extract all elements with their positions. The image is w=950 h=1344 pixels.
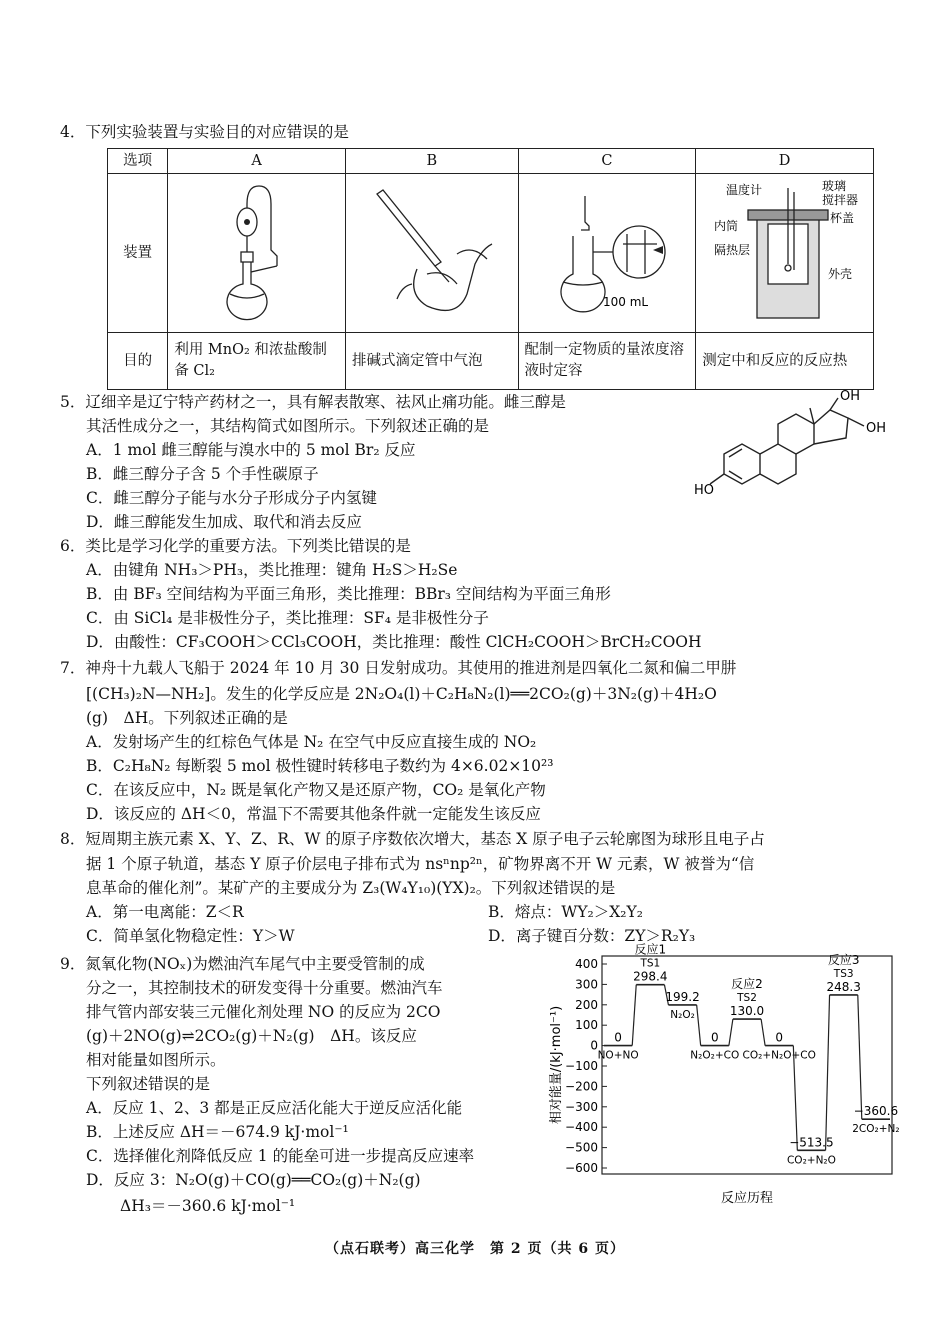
reaction-label: 反应3: [827, 952, 860, 967]
q9-option-b: B．上述反应 ΔH＝－674.9 kJ·mol⁻¹: [86, 1123, 349, 1141]
q4-header-d: D: [696, 149, 874, 174]
q4-device-label: 装置: [108, 174, 168, 333]
energy-value-label: −513.5: [789, 1135, 834, 1150]
q8-option-c: C．简单氢化物稳定性：Y＞W: [86, 927, 295, 945]
energy-value-label: 130.0: [729, 1004, 765, 1019]
q6-option-c: C．由 SiCl₄ 是非极性分子，类比推理：SF₄ 是非极性分子: [86, 609, 489, 627]
q8-stem-line1: 8．短周期主族元素 X、Y、Z、R、W 的原子序数依次增大，基态 X 原子电子云轮廓图为球形且电子占: [60, 830, 765, 848]
species-label: CO₂+N₂O+CO: [742, 1049, 816, 1062]
energy-profile-chart: [540, 942, 900, 1215]
species-label: N₂O₂+CO: [690, 1049, 740, 1062]
glass-label: 玻璃: [822, 179, 847, 193]
reaction-label: 反应1: [634, 942, 667, 957]
y-tick-label: −100: [565, 1059, 598, 1073]
q7-option-b: B．C₂H₈N₂ 每断裂 5 mol 极性键时转移电子数约为 4×6.02×10²³: [86, 757, 554, 775]
q5-stem-line1: 5．辽细辛是辽宁特产药材之一，具有解表散寒、祛风止痛功能。雌三醇是: [60, 393, 566, 411]
q4-header-a: A: [168, 149, 346, 174]
q9-stem-line6: 下列叙述错误的是: [86, 1075, 211, 1093]
q5-option-d: D．雌三醇能发生加成、取代和消去反应: [86, 513, 362, 531]
q4-device-row: [108, 174, 874, 333]
q8-option-d: D．离子键百分数：ZY＞R₂Y₃: [488, 927, 696, 945]
q5-option-c: C．雌三醇分子能与水分子形成分子内氢键: [86, 489, 377, 507]
q4-header-c: C: [518, 149, 696, 174]
q4-purpose-row: [108, 333, 874, 390]
chart-xlabel: 反应历程: [720, 1191, 774, 1206]
insulation-label: 隔热层: [714, 243, 751, 257]
level-connector: [826, 995, 830, 1150]
volumetric-flask-icon: [527, 174, 687, 324]
q9-stem-line4: (g)＋2NO(g)⇌2CO₂(g)＋N₂(g) ΔH。该反应: [86, 1027, 417, 1045]
q7-option-d: D．该反应的 ΔH＜0，常温下不需要其他条件就一定能发生该反应: [86, 805, 541, 823]
oh-label-top: OH: [840, 389, 861, 404]
level-connector: [729, 1019, 733, 1046]
y-tick-label: −500: [565, 1140, 598, 1155]
q7-stem-line3: (g) ΔH。下列叙述正确的是: [86, 709, 288, 727]
q4-purpose-label: 目的: [108, 333, 168, 390]
energy-value-label: 248.3: [826, 979, 861, 994]
energy-value-label: 0: [775, 1030, 784, 1045]
energy-value-label: 298.4: [633, 969, 668, 984]
y-tick-label: −200: [565, 1079, 598, 1094]
energy-value-label: 199.2: [665, 989, 700, 1004]
q6-option-b: B．由 BF₃ 空间结构为平面三角形，类比推理：BBr₃ 空间结构为平面三角形: [86, 585, 611, 603]
ho-label-left: HO: [694, 483, 715, 498]
lid-label: 杯盖: [830, 211, 855, 225]
q4-header-option: 选项: [108, 149, 168, 174]
q8-stem-line2: 据 1 个原子轨道，基态 Y 原子价层电子排布式为 nsⁿnp²ⁿ，矿物界离不开 W 元素，W 被誉为“信: [86, 855, 755, 873]
device-d-image: [696, 174, 874, 333]
y-tick-label: 400: [575, 957, 598, 971]
q9-option-a: A．反应 1、2、3 都是正反应活化能大于逆反应活化能: [86, 1099, 463, 1117]
q4-stem: 4．下列实验装置与实验目的对应错误的是: [60, 123, 349, 141]
q7-stem-line2: [(CH₃)₂N—NH₂]。发生的化学反应是 2N₂O₄(l)＋C₂H₈N₂(l)══2CO₂(g)＋3N₂(g)＋4H₂O: [86, 685, 717, 703]
species-label: CO₂+N₂O: [786, 1154, 836, 1167]
y-tick-label: −300: [565, 1099, 598, 1114]
burette-hand-icon: [357, 174, 507, 324]
chart-ylabel: 相对能量/(kJ·mol⁻¹): [549, 1005, 564, 1125]
energy-value-label: −360.6: [853, 1104, 899, 1119]
flask-volume-label: 100 mL: [602, 295, 648, 309]
q9-stem-line3: 排气管内部安装三元催化剂处理 NO 的反应为 2CO: [86, 1003, 441, 1021]
outer-shell-label: 外壳: [828, 267, 853, 281]
species-label: TS1: [640, 957, 661, 970]
y-tick-label: 300: [575, 977, 598, 992]
q8-option-b: B．熔点：WY₂＞X₂Y₂: [488, 903, 643, 921]
reaction-label: 反应2: [731, 977, 763, 992]
q4-table-header-row: [108, 149, 874, 174]
device-a-image: [168, 174, 346, 333]
q9-option-d-line2: ΔH₃＝－360.6 kJ·mol⁻¹: [120, 1197, 296, 1215]
q4-purpose-a: 利用 MnO₂ 和浓盐酸制备 Cl₂: [168, 333, 346, 390]
level-connector: [697, 1005, 701, 1046]
level-connector: [761, 1019, 765, 1046]
inner-cup-label: 内筒: [714, 219, 739, 233]
q4-table: [107, 148, 874, 390]
q9-stem-line2: 分之一，其控制技术的研发变得十分重要。燃油汽车: [86, 979, 443, 997]
species-label: N₂O₂: [670, 1008, 695, 1021]
q5-option-a: A．1 mol 雌三醇能与溴水中的 5 mol Br₂ 反应: [86, 441, 416, 459]
q4-header-b: B: [345, 149, 518, 174]
species-label: 2CO₂+N₂: [852, 1123, 900, 1136]
energy-value-label: 0: [614, 1030, 622, 1045]
y-tick-label: 200: [575, 997, 598, 1012]
y-tick-label: −600: [565, 1161, 598, 1175]
species-label: TS2: [737, 992, 757, 1005]
calorimeter-icon: [702, 174, 867, 324]
q4-purpose-c: 配制一定物质的量浓度溶液时定容: [518, 333, 696, 390]
cl2-generator-apparatus-icon: [177, 174, 337, 324]
energy-value-label: 0: [710, 1030, 719, 1045]
q9-stem-line5: 相对能量如图所示。: [86, 1051, 226, 1069]
q9-stem-line1: 9．氮氧化物(NOₓ)为燃油汽车尾气中主要受管制的成: [60, 955, 425, 973]
q5-option-b: B．雌三醇分子含 5 个手性碳原子: [86, 465, 319, 483]
q7-option-c: C．在该反应中，N₂ 既是氧化产物又是还原产物，CO₂ 是氧化产物: [86, 781, 546, 799]
q8-stem-line3: 息革命的催化剂”。某矿产的主要成分为 Z₃(W₄Y₁₀)(YX)₂。下列叙述错误的是: [86, 879, 616, 897]
species-label: NO+NO: [597, 1049, 639, 1062]
y-tick-label: 100: [575, 1018, 598, 1033]
device-b-image: [345, 174, 518, 333]
thermometer-label: 温度计: [726, 183, 763, 197]
q7-stem-line1: 7．神舟十九载人飞船于 2024 年 10 月 30 日发射成功。其使用的推进剂是四氧化二氮和偏二甲肼: [60, 659, 737, 677]
y-tick-label: −400: [565, 1120, 598, 1135]
q8-option-a: A．第一电离能：Z＜R: [86, 903, 244, 921]
q6-option-a: A．由键角 NH₃＞PH₃，类比推理：键角 H₂S＞H₂Se: [86, 561, 458, 579]
stirrer-label: 搅拌器: [822, 193, 859, 207]
q6-option-d: D．由酸性：CF₃COOH＞CCl₃COOH，类比推理：酸性 ClCH₂COOH＞BrCH₂COOH: [86, 633, 702, 651]
y-tick-label: 0: [590, 1038, 598, 1053]
page-footer: （点石联考）高三化学 第 2 页（共 6 页）: [325, 1241, 625, 1257]
level-connector: [632, 985, 636, 1046]
q5-stem-line2: 其活性成分之一，其结构简式如图所示。下列叙述正确的是: [86, 417, 490, 435]
q4-purpose-b: 排碱式滴定管中气泡: [345, 333, 518, 390]
q7-option-a: A．发射场产生的红棕色气体是 N₂ 在空气中反应直接生成的 NO₂: [86, 733, 537, 751]
q6-stem: 6．类比是学习化学的重要方法。下列类比错误的是: [60, 537, 411, 555]
q9-option-c: C．选择催化剂降低反应 1 的能垒可进一步提高反应速率: [86, 1147, 475, 1165]
level-connector: [858, 995, 862, 1119]
species-label: TS3: [833, 967, 854, 980]
q9-option-d: D．反应 3：N₂O(g)＋CO(g)══CO₂(g)＋N₂(g): [86, 1171, 421, 1189]
q4-purpose-d: 测定中和反应的反应热: [696, 333, 874, 390]
estriol-structure-diagram: [692, 388, 902, 508]
device-c-image: [518, 174, 696, 333]
oh-label-right: OH: [866, 421, 887, 436]
